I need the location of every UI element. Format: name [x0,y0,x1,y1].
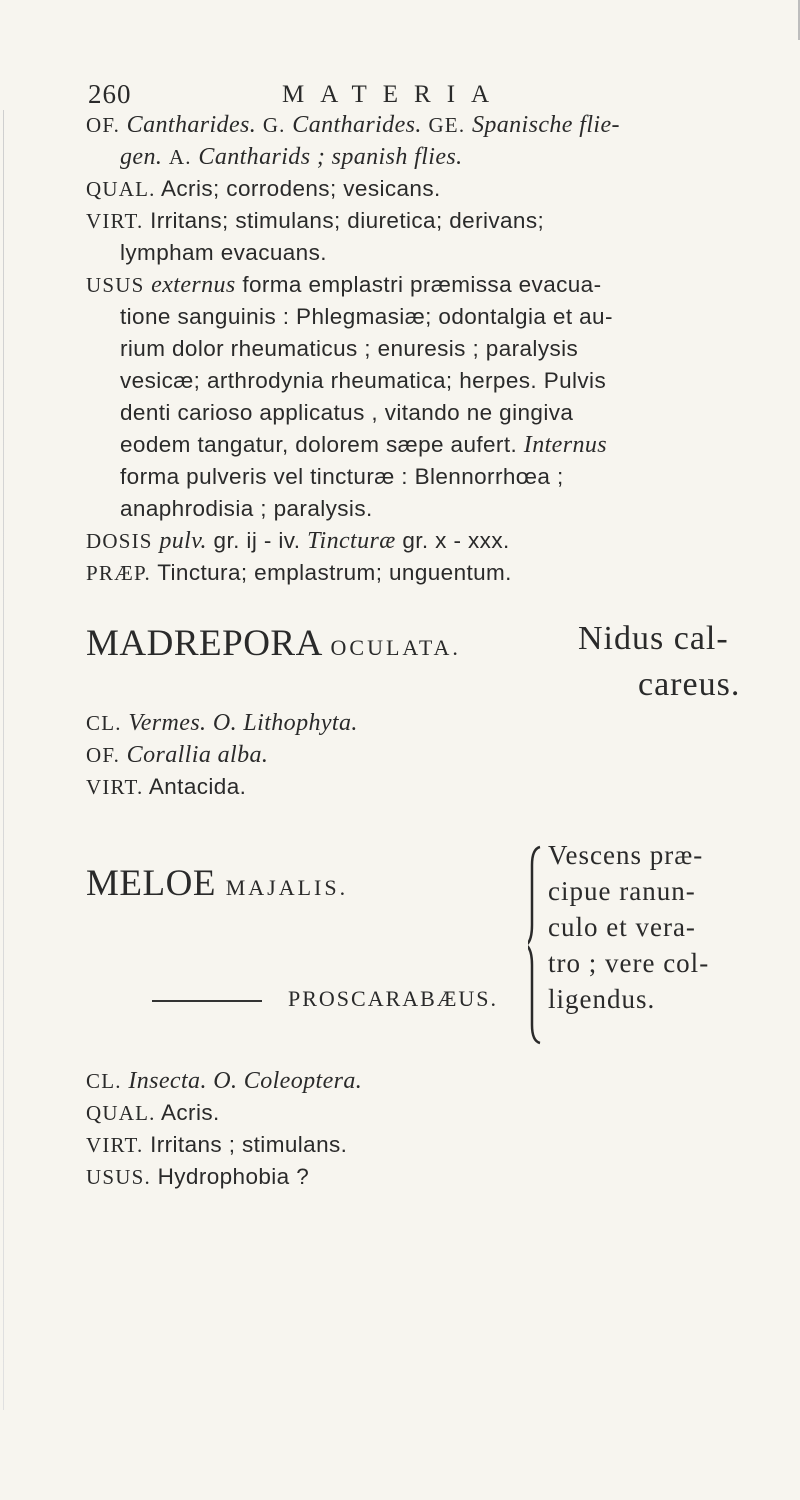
madrepora-desc-2: careus. [638,666,741,703]
page-number: 260 [88,79,132,109]
cantharides-virt: VIRT. Irritans; stimulans; diuretica; derivans; [86,208,545,233]
cantharides-of-cont: gen. A. Cantharids ; spanish flies. [120,144,463,170]
meloe-side-1: Vescens præ- [548,840,704,870]
cantharides-usus-7: forma pulveris vel tincturæ : Blennorrhœa ; [120,464,564,489]
cantharides-dosis: DOSIS pulv. gr. ij - iv. Tincturæ gr. x - xxx. [86,528,510,554]
page-edge-left [3,110,4,1410]
cantharides-usus: USUS externus forma emplastri præmissa evacua- [86,272,602,298]
madrepora-cl: CL. Vermes. O. Lithophyta. [86,710,358,736]
meloe-side-3: culo et vera- [548,912,696,942]
cantharides-usus-5: denti carioso applicatus , vitando ne gingiva [120,400,574,425]
meloe-usus: USUS. Hydrophobia ? [86,1164,310,1189]
meloe-side-4: tro ; vere col- [548,948,710,978]
cantharides-usus-4: vesicæ; arthrodynia rheumatica; herpes. Pulvis [120,368,607,393]
variant-dash-rule [152,1000,262,1002]
madrepora-of: OF. Corallia alba. [86,742,269,768]
meloe-variant: PROSCARABÆUS. [288,986,499,1011]
meloe-cl: CL. Insecta. O. Coleoptera. [86,1068,363,1094]
meloe-virt: VIRT. Irritans ; stimulans. [86,1132,348,1157]
meloe-side-5: ligendus. [548,984,656,1014]
madrepora-desc-1: Nidus cal- [578,620,729,657]
cantharides-usus-3: rium dolor rheumaticus ; enuresis ; paralysis [120,336,579,361]
meloe-title: MELOE MAJALIS. [86,863,349,904]
cantharides-virt-cont: lympham evacuans. [120,240,327,265]
cantharides-usus-8: anaphrodisia ; paralysis. [120,496,373,521]
madrepora-title: MADREPORA OCULATA. [86,623,461,664]
madrepora-virt: VIRT. Antacida. [86,774,247,799]
cantharides-of-line: OF. Cantharides. G. Cantharides. GE. Spanische flie- [86,112,620,138]
meloe-qual: QUAL. Acris. [86,1100,220,1125]
cantharides-usus-6: eodem tangatur, dolorem sæpe aufert. Internus [120,432,607,458]
meloe-side-2: cipue ranun- [548,876,696,906]
running-title: MATERIA [282,81,506,108]
curly-brace-icon [528,845,544,1045]
cantharides-usus-2: tione sanguinis : Phlegmasiæ; odontalgia et au- [120,304,613,329]
cantharides-praep: PRÆP. Tinctura; emplastrum; unguentum. [86,560,512,585]
cantharides-qual: QUAL. Acris; corrodens; vesicans. [86,176,441,201]
